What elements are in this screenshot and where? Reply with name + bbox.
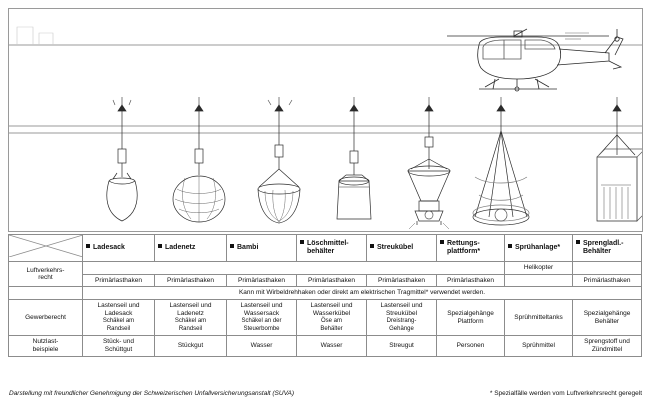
- cross-hatch-icon: [9, 235, 83, 257]
- cell-text: Primärlasthaken: [95, 276, 142, 284]
- cell-primaerlasthaken-loeschmittelbehaelter: [297, 274, 367, 287]
- cell-gewerberecht-ladesack: [83, 299, 155, 335]
- cell-text-3: Schäkel am: [174, 318, 207, 325]
- cell-gewerberecht-bambi: [227, 299, 297, 335]
- cell-text-3: Schäkel an der: [241, 318, 282, 325]
- col-header-label: Ladesack: [93, 243, 125, 251]
- col-header-ladesack: [83, 235, 155, 262]
- cell-text-4: Randseil: [178, 326, 203, 333]
- cell-text: Helikopter: [523, 264, 554, 271]
- cell-text-1: Personen: [456, 342, 485, 350]
- cell-primaerlasthaken-sprengladungsbehaelter: [573, 274, 642, 287]
- bullet-icon: [576, 240, 580, 244]
- col-header-streukuebel: [367, 235, 437, 262]
- col-header-label: Sprühanlage*: [515, 243, 561, 251]
- cell-primaerlasthaken-bambi: [227, 274, 297, 287]
- rowhead-nutzlastbeispiele: [9, 336, 83, 356]
- col-header-label: Streukübel: [377, 243, 414, 251]
- col-header-spruehanlage: [505, 235, 573, 262]
- cell-text-1: Wasser: [320, 342, 343, 350]
- cell-text-1: Spezialgehänge: [583, 310, 631, 318]
- cell-text: Primärlasthaken: [238, 276, 285, 284]
- cell-text-1: Lastenseil und: [310, 301, 353, 309]
- cell-nutzlast-bambi: [227, 336, 297, 356]
- footnote-source: Darstellung mit freundlicher Genehmigung der Schweizerischen Unfallversicherungsanstalt (SUVA): [9, 390, 295, 397]
- helicopter-load-equipment-drawing: [9, 9, 642, 231]
- cell-text-2: Ladesack: [104, 309, 133, 317]
- cell-gewerberecht-rettungsplattform: [437, 299, 505, 335]
- cell-text: Primärlasthaken: [378, 276, 425, 284]
- cell-text: Primärlasthaken: [583, 276, 631, 284]
- cell-text-2: Plattform: [457, 317, 484, 325]
- cell-text-1: Stück- und: [102, 338, 135, 346]
- cell-text-1: Sprühmitteltanks: [514, 313, 563, 321]
- cell-nutzlast-spruehanlage: [505, 336, 573, 356]
- cell-gewerberecht-streukuebel: [367, 299, 437, 335]
- bullet-icon: [230, 244, 234, 248]
- note-cell: [83, 287, 642, 300]
- cell-text-3: Öse am: [320, 318, 342, 325]
- equipment-table: [8, 234, 642, 357]
- cell-text-4: Steuerbombe: [243, 326, 280, 333]
- col-header-label: Sprengladl.-: [583, 239, 624, 247]
- cell-nutzlast-streukuebel: [367, 336, 437, 356]
- col-header-label-2: behälter: [307, 248, 335, 255]
- cell-primaerlasthaken-streukuebel: [367, 274, 437, 287]
- cell-text: Primärlasthaken: [308, 276, 355, 284]
- bullet-icon: [370, 244, 374, 248]
- cell-text-1: Lastenseil und: [169, 301, 212, 309]
- cell-text-1: Sprühmittel: [522, 342, 555, 350]
- col-header-label-2: plattform*: [447, 248, 481, 255]
- rowhead-line-2: recht: [38, 274, 53, 282]
- table-header-row: [9, 235, 642, 262]
- cell-text-4: Randseil: [106, 326, 131, 333]
- footnote-row: [9, 390, 642, 397]
- bullet-icon: [440, 240, 444, 244]
- cell-text-1: Sprengstoff und: [584, 338, 630, 346]
- cell-nutzlast-ladesack: [83, 336, 155, 356]
- col-header-label: Rettungs-: [447, 239, 480, 247]
- cell-text-4: Behälter: [320, 326, 343, 333]
- row-gewerberecht: [9, 299, 642, 335]
- rowhead-line-1: Luftverkehrs-: [26, 266, 65, 274]
- col-header-sprengladungsbehaelter: [573, 235, 642, 262]
- cell-primaerlasthaken-spruehanlage: [505, 274, 573, 287]
- cell-text-1: Spezialgehänge: [447, 310, 494, 318]
- row-luftverkehrsrecht-primaerlasthaken: [9, 274, 642, 287]
- cell-text: Primärlasthaken: [167, 276, 214, 284]
- col-header-rettungsplattform: [437, 235, 505, 262]
- cell-gewerberecht-sprengladungsbehaelter: [573, 299, 642, 335]
- cell-text-2: Streukübel: [385, 309, 418, 317]
- rowhead-line-1: Gewerberecht: [25, 313, 66, 321]
- blank-cell: [9, 287, 83, 300]
- cell-text-1: Lastenseil und: [240, 301, 283, 309]
- cell-primaerlasthaken-ladesack: [83, 274, 155, 287]
- cell-text-2: Zündmittel: [591, 346, 623, 354]
- col-header-bambi: [227, 235, 297, 262]
- cell-text-1: Wasser: [250, 342, 273, 350]
- cell-nutzlast-rettungsplattform: [437, 336, 505, 356]
- cell-text-4: Gehänge: [389, 326, 414, 333]
- col-header-ladenetz: [155, 235, 227, 262]
- bullet-icon: [508, 244, 512, 248]
- cell-primaerlasthaken-ladenetz: [155, 274, 227, 287]
- cell-text-2: Behälter: [594, 317, 620, 325]
- cell-text-1: Streugut: [389, 342, 414, 350]
- rowhead-line-1: Nutzlast-: [32, 338, 59, 346]
- cell-text-2: Schüttgut: [104, 346, 133, 354]
- cell-text-1: Stückgut: [177, 342, 204, 350]
- cell-text-3: Dreistrang-: [386, 318, 417, 325]
- note-text: Kann mit Wirbeldrehhaken oder direkt am elektrischen Tragmittel* verwendet werden.: [238, 289, 486, 297]
- col-header-loeschmittelbehaelter: [297, 235, 367, 262]
- blank-cell: [573, 262, 642, 275]
- cell-text-2: Ladenetz: [177, 309, 204, 317]
- cell-nutzlast-sprengladungsbehaelter: [573, 336, 642, 356]
- cell-text-1: Lastenseil und: [380, 301, 423, 309]
- cell-gewerberecht-spruehanlage: [505, 299, 573, 335]
- rowhead-luftverkehrsrecht: [9, 262, 83, 287]
- blank-cell: [83, 262, 505, 275]
- bullet-icon: [86, 244, 90, 248]
- col-header-label: Löschmittel-: [307, 239, 349, 247]
- illustration-panel: [8, 8, 643, 232]
- col-header-label: Bambi: [237, 243, 259, 251]
- cell-nutzlast-loeschmittelbehaelter: [297, 336, 367, 356]
- cell-text-2: Wasserkübel: [312, 309, 351, 317]
- row-nutzlastbeispiele: [9, 336, 642, 356]
- rowhead-gewerberecht: [9, 299, 83, 335]
- cell-gewerberecht-loeschmittelbehaelter: [297, 299, 367, 335]
- cell-text-1: Lastenseil und: [97, 301, 140, 309]
- footnote-asterisk: * Spezialfälle werden vom Luftverkehrsrecht geregelt: [489, 390, 642, 397]
- row-luftverkehrsrecht-helikopter: [9, 262, 642, 275]
- row-note: [9, 287, 642, 300]
- cell-primaerlasthaken-rettungsplattform: [437, 274, 505, 287]
- cell-text-2: Wassersack: [243, 309, 280, 317]
- cell-text: Primärlasthaken: [447, 276, 494, 284]
- col-header-label: Ladenetz: [165, 243, 196, 251]
- cell-text-3: Schäkel am: [102, 318, 135, 325]
- col-header-label-2: Behälter: [583, 248, 612, 255]
- bullet-icon: [158, 244, 162, 248]
- cell-helikopter: [505, 262, 573, 275]
- bullet-icon: [300, 240, 304, 244]
- corner-cross-cell: [9, 235, 83, 262]
- cell-nutzlast-ladenetz: [155, 336, 227, 356]
- cell-gewerberecht-ladenetz: [155, 299, 227, 335]
- rowhead-line-2: beispiele: [32, 346, 59, 354]
